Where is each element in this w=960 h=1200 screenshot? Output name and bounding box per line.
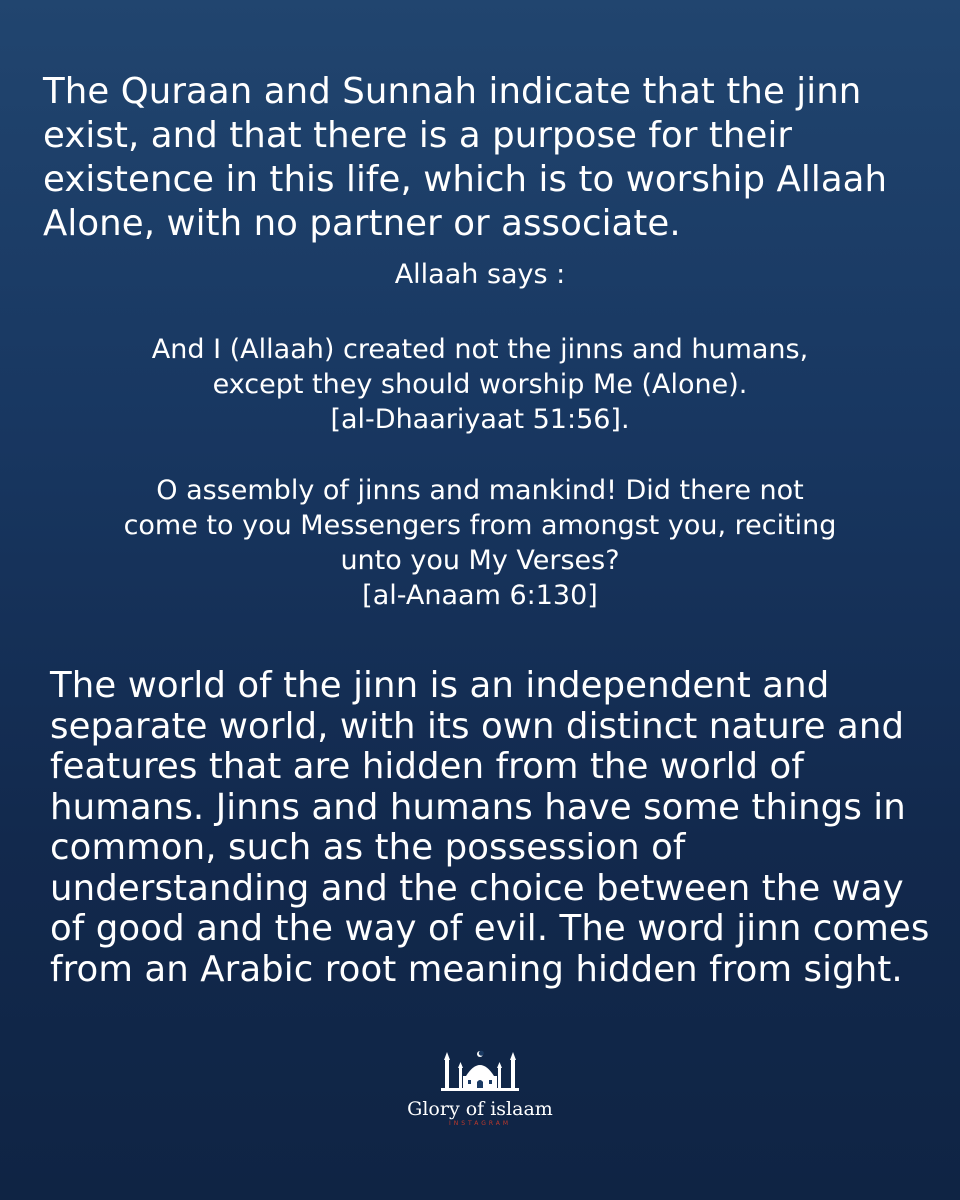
world-line: from an Arabic root meaning hidden from sight. [50, 948, 903, 990]
intro-paragraph [43, 70, 933, 246]
intro-line: Alone, with no partner or associate. [43, 203, 681, 244]
world-line: humans. Jinns and humans have some things in [50, 786, 906, 828]
world-line: understanding and the choice between the way [50, 867, 904, 909]
world-line: of good and the way of evil. The word jinn comes [50, 908, 930, 949]
quote-line: And I (Allaah) created not the jinns and humans, [151, 334, 809, 365]
brand-logo [380, 1048, 580, 1138]
quote-anaam [0, 473, 960, 613]
quote-line: unto you My Verses? [340, 545, 620, 576]
intro-line: The Quraan and Sunnah indicate that the jinn [43, 71, 862, 112]
intro-line: existence in this life, which is to worship Allaah [43, 159, 888, 200]
quote-reference: [al-Dhaariyaat 51:56]. [330, 404, 630, 435]
world-line: features that are hidden from the world of [50, 746, 804, 787]
quote-dhaariyaat [0, 332, 960, 437]
mosque-icon [441, 1048, 519, 1094]
world-line: common, such as the possession of [50, 827, 686, 868]
quote-line: come to you Messengers from amongst you, reciting [123, 510, 837, 541]
quote-line: except they should worship Me (Alone). [212, 369, 748, 400]
world-line: separate world, with its own distinct nature and [50, 705, 905, 747]
brand-subtitle: INSTAGRAM [448, 1120, 512, 1127]
allaah-says-heading: Allaah says : [394, 259, 566, 290]
world-line: The world of the jinn is an independent and [50, 665, 830, 706]
world-of-jinn-paragraph [50, 666, 950, 990]
intro-line: exist, and that there is a purpose for their [43, 115, 793, 156]
brand-name: Glory of islaam [407, 1098, 553, 1120]
quote-line: O assembly of jinns and mankind! Did there not [156, 475, 804, 506]
quote-reference: [al-Anaam 6:130] [362, 580, 598, 611]
